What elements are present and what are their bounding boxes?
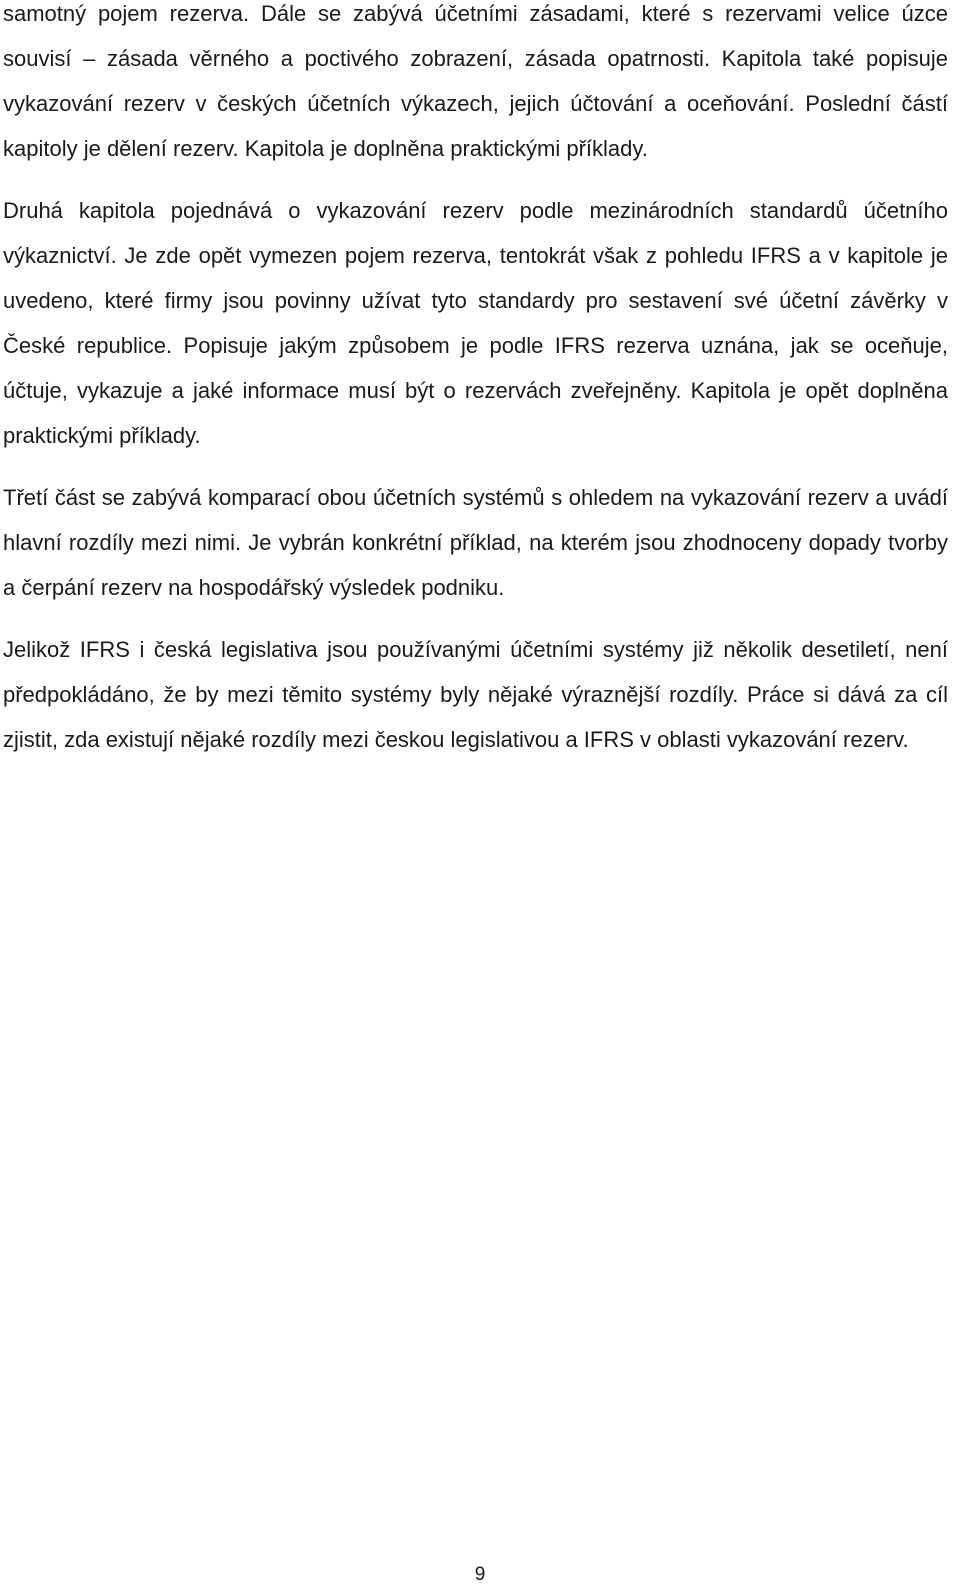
paragraph-chapter-two-summary: Druhá kapitola pojednává o vykazování rezerv podle mezinárodních standardů účetního výkaznictví. Je zde opět vymezen pojem rezerva, tentokrát však z pohledu IFRS a v kapitole je uvedeno, které firmy jsou povinny užívat tyto standardy pro sestavení své účetní závěrky v České republice. Popisuje jakým způsobem je podle IFRS rezerva uznána, jak se oceňuje, účtuje, vykazuje a jaké informace musí být o rezervách zveřejněny. Kapitola je opět doplněna praktickými příklady.: [3, 198, 948, 448]
page-number: 9: [474, 1564, 486, 1585]
paragraph-conclusion-aim: Jelikož IFRS i česká legislativa jsou používanými účetními systémy již několik desetiletí, není předpokládáno, že by mezi těmito systémy byly nějaké výraznější rozdíly. Práce si dává za cíl zjistit, zda existují nějaké rozdíly mezi českou legislativou a IFRS v oblasti vykazování rezerv.: [3, 637, 948, 752]
paragraph-chapter-three-summary: Třetí část se zabývá komparací obou účetních systémů s ohledem na vykazování rezerv a uvádí hlavní rozdíly mezi nimi. Je vybrán konkrétní příklad, na kterém jsou zhodnoceny dopady tvorby a čerpání rezerv na hospodářský výsledek podniku.: [3, 485, 948, 600]
page-body: [3, 0, 948, 779]
paragraph-chapter-one-summary: samotný pojem rezerva. Dále se zabývá účetními zásadami, které s rezervami velice úzce souvisí – zásada věrného a poctivého zobrazení, zásada opatrnosti. Kapitola také popisuje vykazování rezerv v českých účetních výkazech, jejich účtování a oceňování. Poslední částí kapitoly je dělení rezerv. Kapitola je doplněna praktickými příklady.: [3, 1, 948, 161]
